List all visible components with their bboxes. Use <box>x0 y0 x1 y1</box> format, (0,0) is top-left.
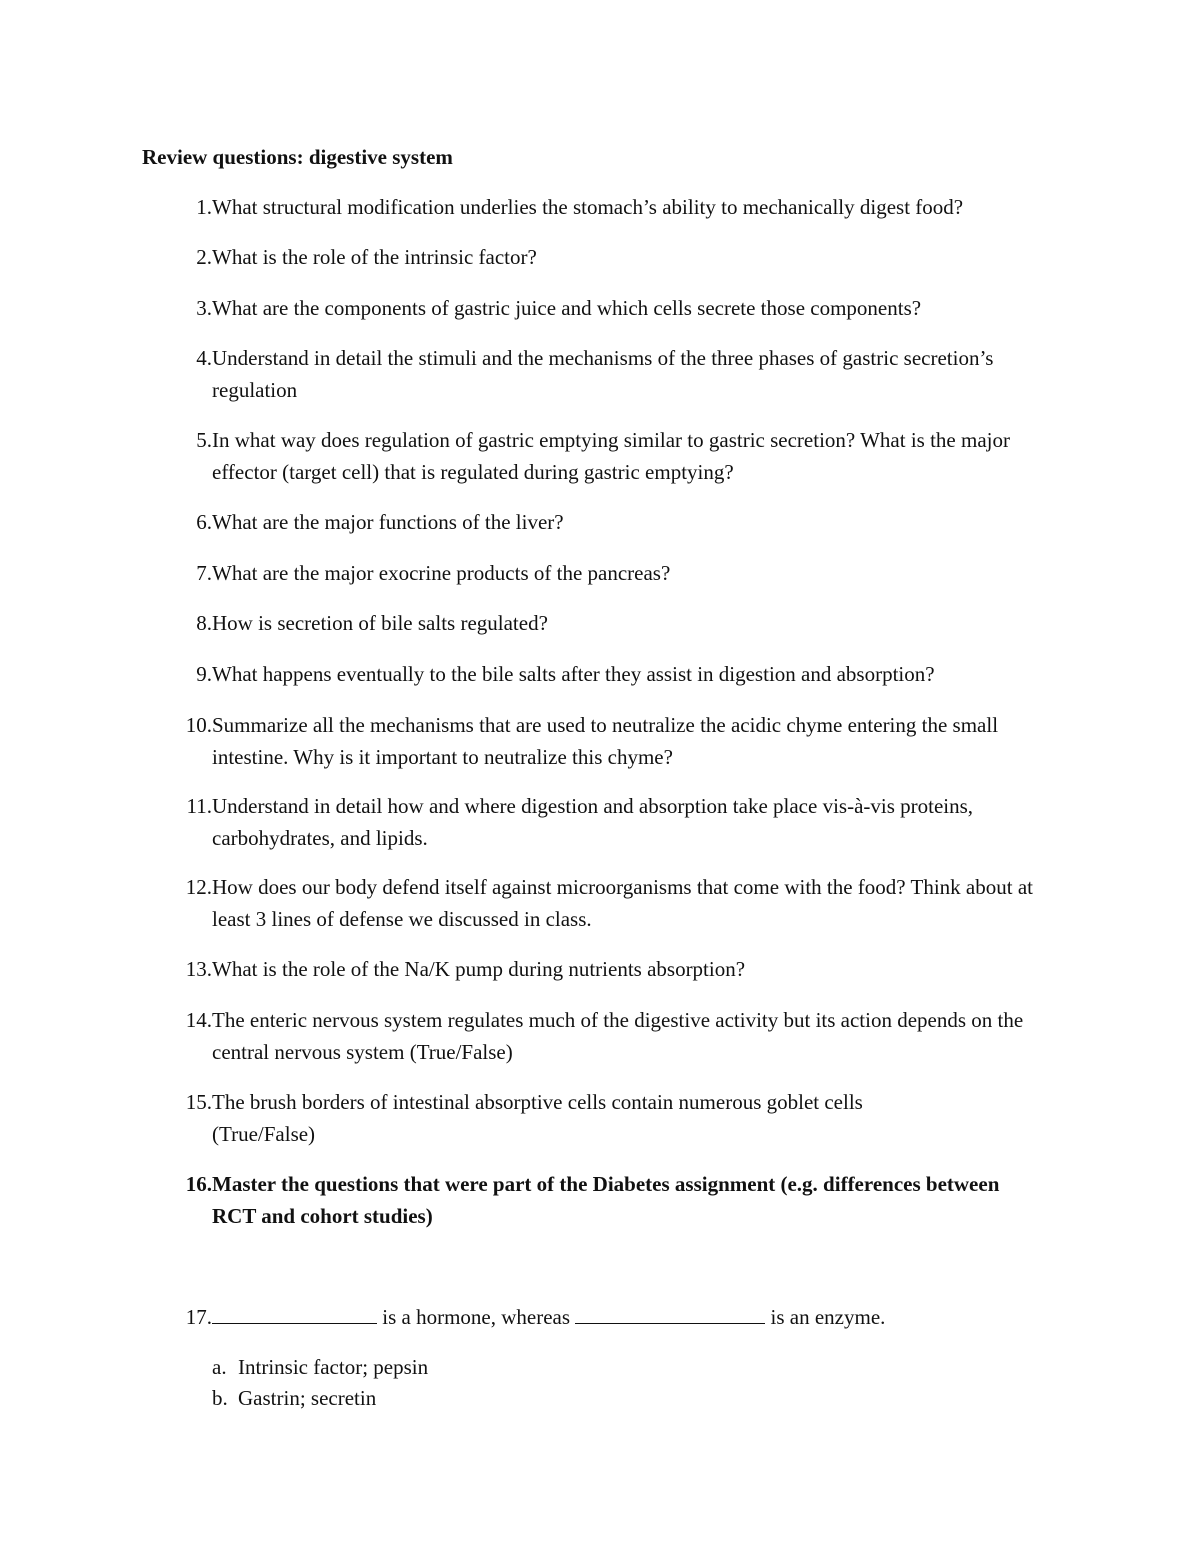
answer-option-b <box>212 1383 376 1415</box>
question-text: What are the major functions of the liver? <box>212 510 564 534</box>
question-text: How does our body defend itself against microorganisms that come with the food? Think about at least 3 lines of defense we discussed in class. <box>212 875 1033 931</box>
question-text: The enteric nervous system regulates much of the digestive activity but its action depends on the central nervous system (True/False) <box>212 1008 1024 1064</box>
question-number: 11. <box>186 794 212 818</box>
question-text: The brush borders of intestinal absorptive cells contain numerous goblet cells (True/False) <box>212 1090 863 1146</box>
answer-blank-2[interactable] <box>575 1303 765 1324</box>
question-text-part: is an enzyme. <box>765 1305 886 1329</box>
question-number: 12. <box>185 875 212 899</box>
option-letter: b. <box>212 1386 228 1410</box>
question-text <box>212 1302 1072 1334</box>
question-number: 13. <box>185 957 212 981</box>
question-text: What are the major exocrine products of the pancreas? <box>212 561 671 585</box>
question-number: 5. <box>196 428 212 452</box>
question-text: What is the role of the intrinsic factor? <box>212 245 537 269</box>
question-text: What happens eventually to the bile salts after they assist in digestion and absorption? <box>212 662 935 686</box>
question-text: What is the role of the Na/K pump during nutrients absorption? <box>212 957 746 981</box>
question-number: 17. <box>185 1305 212 1329</box>
option-text: Intrinsic factor; pepsin <box>238 1355 429 1379</box>
question-text-part: is a hormone, whereas <box>377 1305 576 1329</box>
page-title: Review questions: digestive system <box>142 145 453 169</box>
option-text: Gastrin; secretin <box>238 1386 377 1410</box>
question-number: 4. <box>196 346 212 370</box>
question-text: In what way does regulation of gastric emptying similar to gastric secretion? What is the major effector (target cell) that is regulated during gastric emptying? <box>212 428 1010 484</box>
question-number: 15. <box>185 1090 212 1114</box>
question-text: How is secretion of bile salts regulated? <box>212 611 548 635</box>
question-number: 16. <box>185 1172 212 1196</box>
answer-option-a <box>212 1352 428 1384</box>
question-number: 7. <box>196 561 212 585</box>
question-number: 1. <box>196 195 212 219</box>
question-text: What structural modification underlies the stomach’s ability to mechanically digest food? <box>212 195 964 219</box>
question-number: 6. <box>196 510 212 534</box>
question-text: What are the components of gastric juice and which cells secrete those components? <box>212 296 922 320</box>
question-number: 2. <box>196 245 212 269</box>
question-number: 14. <box>185 1008 212 1032</box>
question-text: Understand in detail how and where digestion and absorption take place vis-à-vis proteins, carbohydrates, and lipids. <box>212 794 974 850</box>
question-number: 9. <box>196 662 212 686</box>
question-text: Summarize all the mechanisms that are used to neutralize the acidic chyme entering the small intestine. Why is it important to neutralize this chyme? <box>212 713 999 769</box>
question-text: Master the questions that were part of the Diabetes assignment (e.g. differences between RCT and cohort studies) <box>212 1172 1000 1228</box>
question-number: 8. <box>196 611 212 635</box>
question-text: Understand in detail the stimuli and the mechanisms of the three phases of gastric secretion’s regulation <box>212 346 994 402</box>
question-number: 10. <box>185 713 212 737</box>
option-letter: a. <box>212 1355 227 1379</box>
answer-blank-1[interactable] <box>212 1303 377 1324</box>
question-number: 3. <box>196 296 212 320</box>
